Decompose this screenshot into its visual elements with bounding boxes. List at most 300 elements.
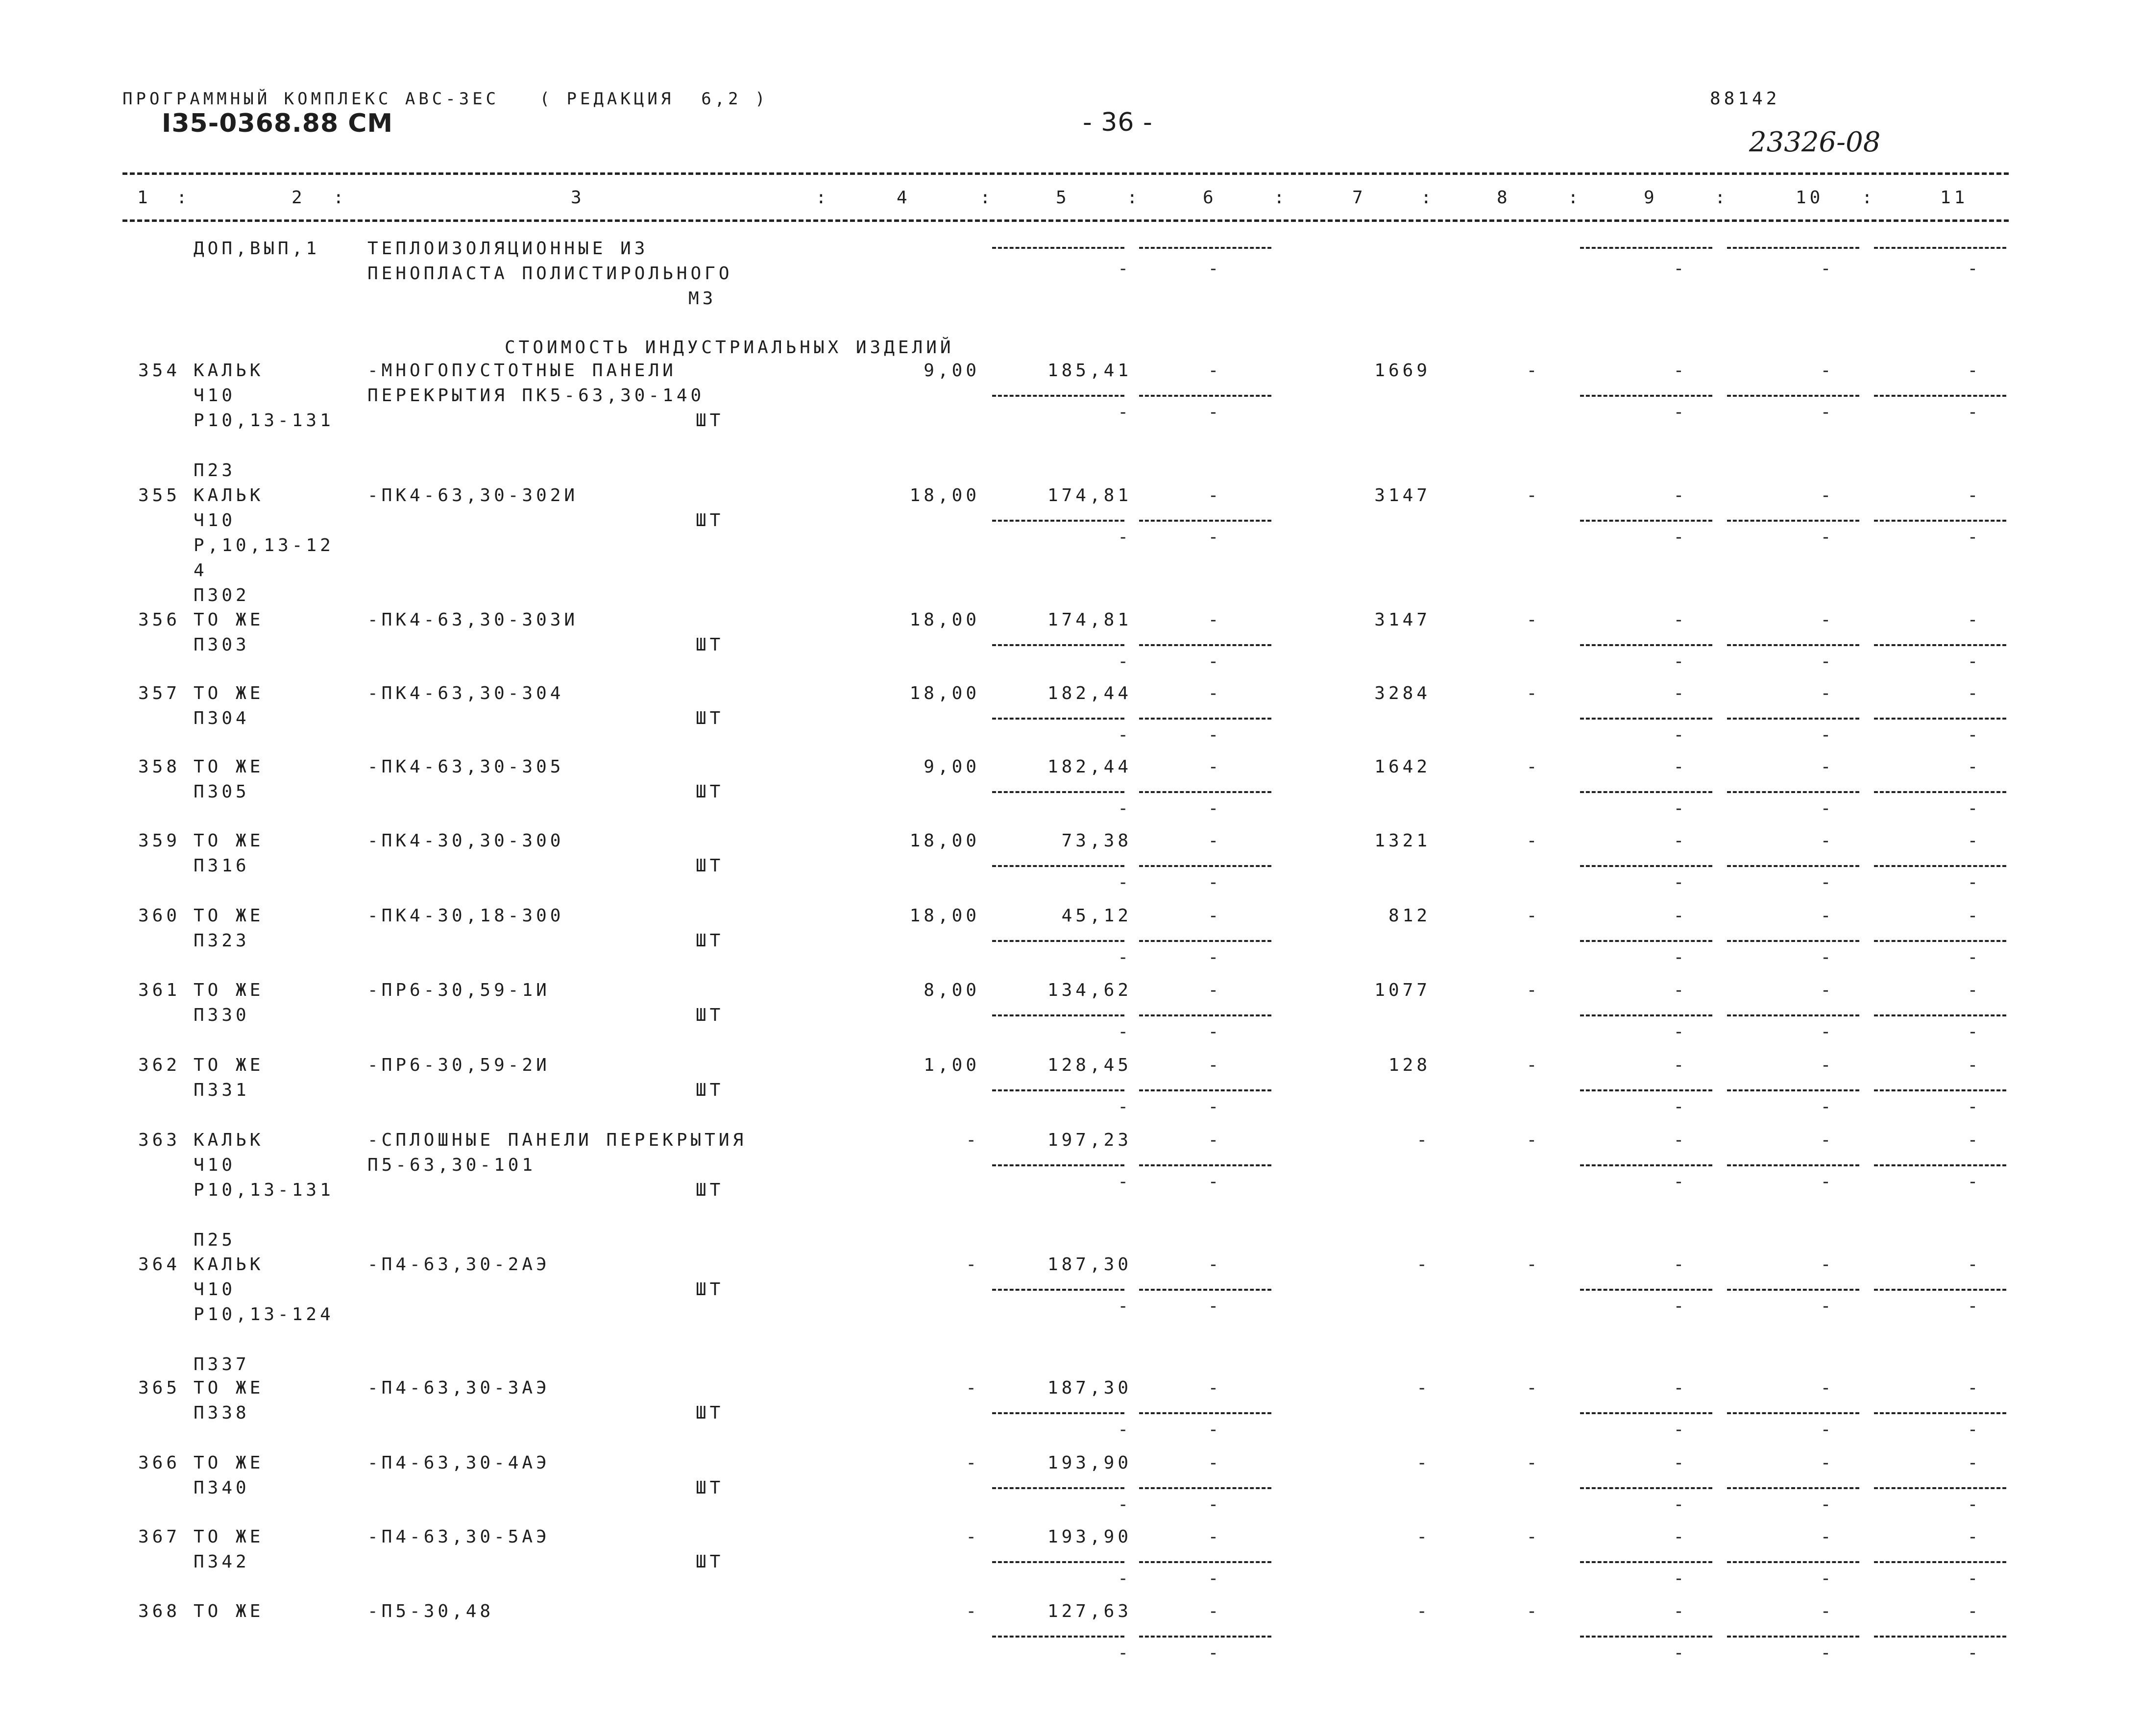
row-number: 358 — [138, 757, 181, 777]
empty-value-mark: - — [1967, 1527, 1982, 1547]
empty-value-mark: - — [1526, 831, 1541, 851]
resource-code: ТО ЖЕ — [194, 1055, 264, 1075]
empty-value-mark: - — [1967, 1643, 1982, 1663]
empty-value-mark: - — [1208, 610, 1222, 630]
item-description: -ПК4-63,30-302И — [367, 485, 579, 506]
empty-value-mark: - — [1967, 1495, 1982, 1515]
subtotal-rule — [1727, 395, 1859, 397]
empty-value-mark: - — [1967, 725, 1982, 745]
quantity: - — [966, 1254, 980, 1275]
total-cost: 1077 — [1374, 980, 1431, 1000]
total-cost: 128 — [1388, 1055, 1431, 1075]
total-cost: 1321 — [1374, 831, 1431, 851]
empty-value-mark: - — [1208, 1601, 1222, 1621]
empty-value-mark: - — [1208, 1527, 1222, 1547]
empty-value-mark: - — [1673, 1097, 1688, 1117]
empty-value-mark: - — [1820, 757, 1835, 777]
resource-code: П331 — [194, 1080, 250, 1100]
subtotal-rule — [1874, 1289, 2006, 1291]
column-number: 2 — [292, 188, 306, 208]
subtotal-rule — [1580, 1164, 1712, 1166]
subtotal-rule — [1874, 1014, 2006, 1016]
column-separator: : — [176, 188, 191, 208]
subtotal-rule — [992, 644, 1124, 646]
total-cost: 1669 — [1374, 361, 1431, 381]
subtotal-rule — [1580, 520, 1712, 522]
subtotal-rule — [1727, 940, 1859, 942]
subtotal-rule — [1139, 520, 1271, 522]
unit: ШТ — [696, 1080, 724, 1100]
row-number: 367 — [138, 1527, 181, 1547]
column-separator: : — [333, 188, 347, 208]
unit-cost: 134,62 — [1047, 980, 1132, 1000]
empty-value-mark: - — [1967, 361, 1982, 381]
subtotal-rule — [1874, 1089, 2006, 1091]
empty-value-mark: - — [1967, 1296, 1982, 1316]
total-cost: - — [1416, 1453, 1431, 1473]
resource-code: Р10,13-131 — [194, 410, 334, 431]
resource-code: КАЛЬК — [194, 485, 264, 506]
empty-value-mark: - — [1967, 402, 1982, 422]
item-description: -П4-63,30-4АЭ — [367, 1453, 550, 1473]
quantity: - — [966, 1601, 980, 1621]
resource-code: КАЛЬК — [194, 1254, 264, 1275]
quantity: 18,00 — [909, 831, 980, 851]
subtotal-rule — [1580, 940, 1712, 942]
subtotal-rule — [1874, 1636, 2006, 1638]
empty-value-mark: - — [1967, 1420, 1982, 1440]
empty-value-mark: - — [1526, 980, 1541, 1000]
resource-code: П316 — [194, 856, 250, 876]
empty-value-mark: - — [1208, 831, 1222, 851]
document-code: I35-0368.88 СМ — [162, 109, 393, 138]
quantity: 9,00 — [924, 757, 980, 777]
subtotal-rule — [1727, 247, 1859, 249]
subtotal-rule — [992, 247, 1124, 249]
row-number: 354 — [138, 361, 181, 381]
empty-value-mark: - — [1118, 1420, 1132, 1440]
empty-value-mark: - — [1673, 757, 1688, 777]
unit-cost: 193,90 — [1047, 1527, 1132, 1547]
empty-value-mark: - — [1118, 947, 1132, 967]
subtotal-rule — [1580, 1561, 1712, 1563]
unit-cost: 45,12 — [1061, 906, 1132, 926]
subtotal-rule — [1727, 1014, 1859, 1016]
subtotal-rule — [1727, 1412, 1859, 1414]
total-cost: 3284 — [1374, 683, 1431, 703]
empty-value-mark: - — [1673, 683, 1688, 703]
item-description: -ПК4-30,18-300 — [367, 906, 564, 926]
subtotal-rule — [1874, 1487, 2006, 1489]
subtotal-rule — [1580, 791, 1712, 793]
quantity: 8,00 — [924, 980, 980, 1000]
empty-value-mark: - — [1118, 872, 1132, 892]
subtotal-rule — [1139, 940, 1271, 942]
empty-value-mark: - — [1820, 259, 1835, 279]
empty-value-mark: - — [1673, 1172, 1688, 1192]
resource-code: Р10,13-131 — [194, 1180, 334, 1200]
empty-value-mark: - — [1967, 798, 1982, 819]
subtotal-rule — [992, 1561, 1124, 1563]
resource-code: П302 — [194, 585, 250, 605]
subtotal-rule — [1580, 718, 1712, 720]
resource-code: 4 — [194, 560, 208, 580]
empty-value-mark: - — [1208, 402, 1222, 422]
row-number: 355 — [138, 485, 181, 506]
empty-value-mark: - — [1820, 947, 1835, 967]
item-description: -ПР6-30,59-2И — [367, 1055, 550, 1075]
subtotal-rule — [992, 865, 1124, 867]
subtotal-rule — [1139, 1412, 1271, 1414]
quantity: 18,00 — [909, 485, 980, 506]
empty-value-mark: - — [1967, 610, 1982, 630]
empty-value-mark: - — [1673, 1296, 1688, 1316]
subtotal-rule — [1874, 395, 2006, 397]
row-number: 360 — [138, 906, 181, 926]
empty-value-mark: - — [1820, 1172, 1835, 1192]
total-cost: - — [1416, 1130, 1431, 1150]
subtotal-rule — [1139, 791, 1271, 793]
resource-code: Ч10 — [194, 1279, 236, 1300]
empty-value-mark: - — [1967, 906, 1982, 926]
empty-value-mark: - — [1673, 361, 1688, 381]
subtotal-rule — [1874, 1164, 2006, 1166]
column-number: 5 — [1056, 188, 1070, 208]
empty-value-mark: - — [1526, 485, 1541, 506]
subtotal-rule — [1139, 644, 1271, 646]
subtotal-rule — [1874, 247, 2006, 249]
row-number: 357 — [138, 683, 181, 703]
subtotal-rule — [1139, 1561, 1271, 1563]
empty-value-mark: - — [1673, 1643, 1688, 1663]
resource-code: П323 — [194, 931, 250, 951]
empty-value-mark: - — [1967, 1022, 1982, 1042]
empty-value-mark: - — [1967, 980, 1982, 1000]
empty-value-mark: - — [1208, 1022, 1222, 1042]
resource-code: Р10,13-124 — [194, 1304, 334, 1325]
item-description: -ПР6-30,59-1И — [367, 980, 550, 1000]
item-description: -СПЛОШНЫЕ ПАНЕЛИ ПЕРЕКРЫТИЯ — [367, 1130, 747, 1150]
item-description: ТЕПЛОИЗОЛЯЦИОННЫЕ ИЗ — [367, 239, 649, 259]
resource-code: ТО ЖЕ — [194, 757, 264, 777]
column-number: 8 — [1497, 188, 1511, 208]
empty-value-mark: - — [1208, 906, 1222, 926]
empty-value-mark: - — [1967, 485, 1982, 506]
unit-cost: 174,81 — [1047, 610, 1132, 630]
empty-value-mark: - — [1967, 1601, 1982, 1621]
resource-code: ТО ЖЕ — [194, 1378, 264, 1398]
row-number: 368 — [138, 1601, 181, 1621]
empty-value-mark: - — [1820, 725, 1835, 745]
resource-code: Ч10 — [194, 386, 236, 406]
page-number: - 36 - — [1083, 108, 1153, 137]
resource-code: ТО ЖЕ — [194, 980, 264, 1000]
subtotal-rule — [1580, 395, 1712, 397]
subtotal-rule — [1139, 718, 1271, 720]
empty-value-mark: - — [1673, 725, 1688, 745]
empty-value-mark: - — [1208, 485, 1222, 506]
empty-value-mark: - — [1673, 527, 1688, 547]
empty-value-mark: - — [1967, 683, 1982, 703]
subtotal-rule — [992, 791, 1124, 793]
column-number: 4 — [897, 188, 911, 208]
resource-code: ТО ЖЕ — [194, 1601, 264, 1621]
empty-value-mark: - — [1118, 798, 1132, 819]
subtotal-rule — [1580, 247, 1712, 249]
resource-code: П305 — [194, 782, 250, 802]
section-heading: СТОИМОСТЬ ИНДУСТРИАЛЬНЫХ ИЗДЕЛИЙ — [505, 338, 954, 358]
resource-code: ТО ЖЕ — [194, 831, 264, 851]
empty-value-mark: - — [1967, 651, 1982, 672]
empty-value-mark: - — [1526, 683, 1541, 703]
subtotal-rule — [992, 1089, 1124, 1091]
resource-code: П342 — [194, 1552, 250, 1572]
subtotal-rule — [1727, 1561, 1859, 1563]
column-number: 6 — [1203, 188, 1217, 208]
empty-value-mark: - — [1967, 1453, 1982, 1473]
subtotal-rule — [1580, 1289, 1712, 1291]
empty-value-mark: - — [1673, 980, 1688, 1000]
empty-value-mark: - — [1820, 798, 1835, 819]
empty-value-mark: - — [1820, 1643, 1835, 1663]
unit: ШТ — [696, 931, 724, 951]
column-separator: : — [1862, 188, 1876, 208]
resource-code: Ч10 — [194, 510, 236, 530]
subtotal-rule — [1874, 865, 2006, 867]
column-separator: : — [816, 188, 830, 208]
resource-code: ТО ЖЕ — [194, 906, 264, 926]
subtotal-rule — [992, 718, 1124, 720]
quantity: 18,00 — [909, 610, 980, 630]
empty-value-mark: - — [1208, 651, 1222, 672]
empty-value-mark: - — [1118, 1296, 1132, 1316]
subtotal-rule — [1727, 865, 1859, 867]
empty-value-mark: - — [1526, 1378, 1541, 1398]
empty-value-mark: - — [1967, 259, 1982, 279]
resource-code: Р,10,13-12 — [194, 535, 334, 555]
unit: ШТ — [696, 782, 724, 802]
subtotal-rule — [1580, 1014, 1712, 1016]
column-number: 1 — [137, 188, 151, 208]
empty-value-mark: - — [1118, 1568, 1132, 1589]
resource-code: ТО ЖЕ — [194, 683, 264, 703]
empty-value-mark: - — [1118, 1172, 1132, 1192]
handwritten-number: 23326-08 — [1749, 126, 1881, 158]
empty-value-mark: - — [1208, 725, 1222, 745]
total-cost: - — [1416, 1601, 1431, 1621]
empty-value-mark: - — [1208, 1172, 1222, 1192]
unit: М3 — [688, 289, 717, 309]
subtotal-rule — [1874, 520, 2006, 522]
row-number: 363 — [138, 1130, 181, 1150]
total-cost: 3147 — [1374, 485, 1431, 506]
column-number: 9 — [1644, 188, 1658, 208]
subtotal-rule — [1139, 1636, 1271, 1638]
row-number: 359 — [138, 831, 181, 851]
empty-value-mark: - — [1118, 651, 1132, 672]
item-description: -П4-63,30-3АЭ — [367, 1378, 550, 1398]
empty-value-mark: - — [1673, 1130, 1688, 1150]
item-description: -ПК4-63,30-305 — [367, 757, 564, 777]
unit: ШТ — [696, 1180, 724, 1200]
empty-value-mark: - — [1673, 1022, 1688, 1042]
empty-value-mark: - — [1820, 872, 1835, 892]
unit-cost: 197,23 — [1047, 1130, 1132, 1150]
empty-value-mark: - — [1820, 1254, 1835, 1275]
empty-value-mark: - — [1820, 683, 1835, 703]
empty-value-mark: - — [1820, 485, 1835, 506]
empty-value-mark: - — [1673, 906, 1688, 926]
empty-value-mark: - — [1526, 361, 1541, 381]
total-cost: 3147 — [1374, 610, 1431, 630]
unit: ШТ — [696, 708, 724, 728]
unit: ШТ — [696, 1478, 724, 1498]
empty-value-mark: - — [1820, 610, 1835, 630]
resource-code: КАЛЬК — [194, 1130, 264, 1150]
empty-value-mark: - — [1967, 527, 1982, 547]
unit-cost: 185,41 — [1047, 361, 1132, 381]
empty-value-mark: - — [1208, 947, 1222, 967]
header-rule-bottom — [122, 219, 2009, 222]
unit: ШТ — [696, 1279, 724, 1300]
column-separator: : — [1568, 188, 1582, 208]
resource-code: П340 — [194, 1478, 250, 1498]
subtotal-rule — [992, 1412, 1124, 1414]
quantity: - — [966, 1130, 980, 1150]
subtotal-rule — [1139, 395, 1271, 397]
subtotal-rule — [1580, 1089, 1712, 1091]
subtotal-rule — [1139, 247, 1271, 249]
empty-value-mark: - — [1673, 610, 1688, 630]
subtotal-rule — [1874, 1561, 2006, 1563]
empty-value-mark: - — [1118, 527, 1132, 547]
quantity: 18,00 — [909, 683, 980, 703]
empty-value-mark: - — [1673, 1254, 1688, 1275]
column-separator: : — [1715, 188, 1729, 208]
empty-value-mark: - — [1820, 651, 1835, 672]
empty-value-mark: - — [1673, 1495, 1688, 1515]
empty-value-mark: - — [1820, 980, 1835, 1000]
empty-value-mark: - — [1820, 1420, 1835, 1440]
empty-value-mark: - — [1526, 757, 1541, 777]
empty-value-mark: - — [1820, 1601, 1835, 1621]
unit-cost: 182,44 — [1047, 683, 1132, 703]
resource-code: П338 — [194, 1403, 250, 1423]
resource-code: П337 — [194, 1354, 250, 1374]
empty-value-mark: - — [1820, 1055, 1835, 1075]
empty-value-mark: - — [1673, 947, 1688, 967]
quantity: 18,00 — [909, 906, 980, 926]
empty-value-mark: - — [1118, 725, 1132, 745]
empty-value-mark: - — [1820, 1097, 1835, 1117]
subtotal-rule — [1874, 644, 2006, 646]
subtotal-rule — [1727, 1636, 1859, 1638]
column-separator: : — [1421, 188, 1435, 208]
column-separator: : — [980, 188, 994, 208]
quantity: - — [966, 1378, 980, 1398]
empty-value-mark: - — [1208, 798, 1222, 819]
empty-value-mark: - — [1967, 831, 1982, 851]
empty-value-mark: - — [1118, 1495, 1132, 1515]
empty-value-mark: - — [1208, 1643, 1222, 1663]
empty-value-mark: - — [1673, 485, 1688, 506]
subtotal-rule — [1727, 791, 1859, 793]
empty-value-mark: - — [1526, 906, 1541, 926]
empty-value-mark: - — [1673, 1527, 1688, 1547]
quantity: 1,00 — [924, 1055, 980, 1075]
empty-value-mark: - — [1967, 1378, 1982, 1398]
empty-value-mark: - — [1967, 947, 1982, 967]
unit-cost: 128,45 — [1047, 1055, 1132, 1075]
item-description: -МНОГОПУСТОТНЫЕ ПАНЕЛИ — [367, 361, 677, 381]
subtotal-rule — [992, 1636, 1124, 1638]
row-number: 366 — [138, 1453, 181, 1473]
subtotal-rule — [992, 940, 1124, 942]
column-number: 10 — [1796, 188, 1824, 208]
empty-value-mark: - — [1673, 1601, 1688, 1621]
empty-value-mark: - — [1208, 872, 1222, 892]
empty-value-mark: - — [1820, 1022, 1835, 1042]
empty-value-mark: - — [1673, 1453, 1688, 1473]
empty-value-mark: - — [1820, 1130, 1835, 1150]
resource-code: Ч10 — [194, 1155, 236, 1175]
empty-value-mark: - — [1208, 259, 1222, 279]
empty-value-mark: - — [1526, 1055, 1541, 1075]
empty-value-mark: - — [1673, 1420, 1688, 1440]
empty-value-mark: - — [1526, 1130, 1541, 1150]
unit: ШТ — [696, 856, 724, 876]
row-number: 356 — [138, 610, 181, 630]
total-cost: 812 — [1388, 906, 1431, 926]
empty-value-mark: - — [1118, 259, 1132, 279]
subtotal-rule — [1580, 1412, 1712, 1414]
empty-value-mark: - — [1118, 402, 1132, 422]
item-description: -П4-63,30-5АЭ — [367, 1527, 550, 1547]
column-number: 3 — [571, 188, 585, 208]
document-number: 88142 — [1710, 89, 1780, 109]
unit: ШТ — [696, 1403, 724, 1423]
empty-value-mark: - — [1208, 1378, 1222, 1398]
subtotal-rule — [992, 1014, 1124, 1016]
empty-value-mark: - — [1208, 1296, 1222, 1316]
empty-value-mark: - — [1526, 1453, 1541, 1473]
unit: ШТ — [696, 510, 724, 530]
empty-value-mark: - — [1673, 1378, 1688, 1398]
empty-value-mark: - — [1820, 1453, 1835, 1473]
empty-value-mark: - — [1673, 831, 1688, 851]
subtotal-rule — [1874, 718, 2006, 720]
item-description: -ПК4-63,30-303И — [367, 610, 579, 630]
empty-value-mark: - — [1208, 980, 1222, 1000]
empty-value-mark: - — [1967, 1130, 1982, 1150]
total-cost: - — [1416, 1254, 1431, 1275]
resource-code: ДОП,ВЫП,1 — [194, 239, 320, 259]
subtotal-rule — [1580, 1487, 1712, 1489]
subtotal-rule — [1139, 1014, 1271, 1016]
resource-code: П303 — [194, 635, 250, 655]
empty-value-mark: - — [1526, 610, 1541, 630]
empty-value-mark: - — [1967, 1568, 1982, 1589]
column-separator: : — [1127, 188, 1141, 208]
subtotal-rule — [1139, 1089, 1271, 1091]
empty-value-mark: - — [1208, 361, 1222, 381]
empty-value-mark: - — [1820, 361, 1835, 381]
empty-value-mark: - — [1208, 1453, 1222, 1473]
empty-value-mark: - — [1208, 1055, 1222, 1075]
empty-value-mark: - — [1673, 1568, 1688, 1589]
empty-value-mark: - — [1208, 1254, 1222, 1275]
subtotal-rule — [992, 1487, 1124, 1489]
